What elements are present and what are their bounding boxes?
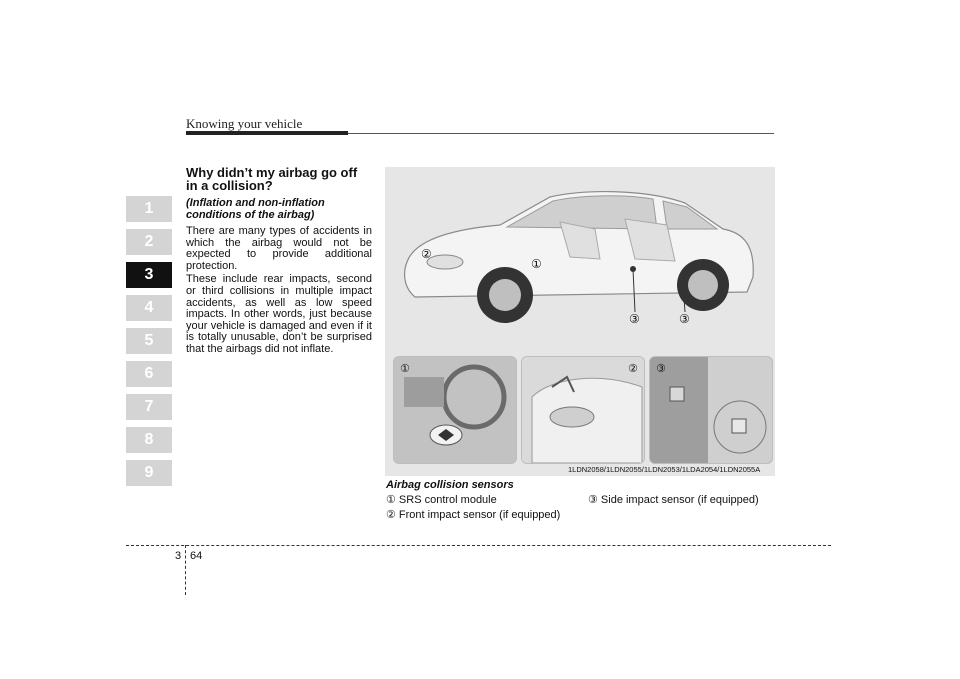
- chapter-tab-5[interactable]: 5: [126, 328, 172, 354]
- caption-title: Airbag collision sensors: [386, 479, 514, 491]
- paragraph-1: There are many types of accidents in which the airbag would not be expected to provide additional protection.: [186, 225, 372, 272]
- chapter-tab-2[interactable]: 2: [126, 229, 172, 255]
- page-chapter-number: 3: [175, 550, 182, 562]
- chapter-tab-8[interactable]: 8: [126, 427, 172, 453]
- footer-rule: [126, 545, 831, 546]
- inset-srs-control-module: [393, 356, 517, 464]
- callout-2-label: ②: [421, 247, 432, 261]
- section-subheading: (Inflation and non-inflation conditions of the airbag): [186, 197, 325, 221]
- caption-item-3: ③ Side impact sensor (if equipped): [588, 494, 759, 506]
- running-header: Knowing your vehicle: [186, 116, 303, 131]
- caption-item-2: ② Front impact sensor (if equipped): [386, 509, 561, 521]
- body-text-column: [186, 166, 372, 358]
- chapter-tab-4[interactable]: 4: [126, 295, 172, 321]
- chapter-tab-9[interactable]: 9: [126, 460, 172, 486]
- inset-front-impact-sensor: [521, 356, 645, 464]
- figure-code: 1LDN2058/1LDN2055/1LDN2053/1LDA2054/1LDN2055A: [568, 465, 761, 474]
- chapter-tab-3-active[interactable]: 3: [126, 262, 172, 288]
- chapter-tab-1[interactable]: 1: [126, 196, 172, 222]
- inset-callout-1: ①: [400, 362, 410, 375]
- chapter-tab-6[interactable]: 6: [126, 361, 172, 387]
- callout-3-label: ③: [629, 312, 640, 326]
- header-rule-thin: [348, 133, 774, 134]
- inset-callout-3: ③: [656, 362, 666, 375]
- chapter-tab-7[interactable]: 7: [126, 394, 172, 420]
- chapter-tabs: [126, 196, 172, 493]
- callout-1-label: ①: [531, 257, 542, 271]
- footer-rule-vertical: [185, 545, 186, 595]
- caption-item-1: ① SRS control module: [386, 494, 497, 506]
- page-number: 64: [190, 550, 203, 562]
- header-rule: [186, 131, 348, 135]
- inset-callout-2: ②: [628, 362, 638, 375]
- callout-3-label-rear: ③: [679, 312, 690, 326]
- paragraph-2: These include rear impacts, second or third collisions in multiple impact accidents, as well as low speed impacts. In other words, just because your vehicle is damaged and even if it is totally unusable, don’t be surprised that the airbags did not inflate.: [186, 273, 372, 355]
- inset-side-impact-sensor: [649, 356, 773, 464]
- car-illustration: [385, 167, 775, 357]
- section-heading: Why didn’t my airbag go off in a collision?: [186, 165, 358, 193]
